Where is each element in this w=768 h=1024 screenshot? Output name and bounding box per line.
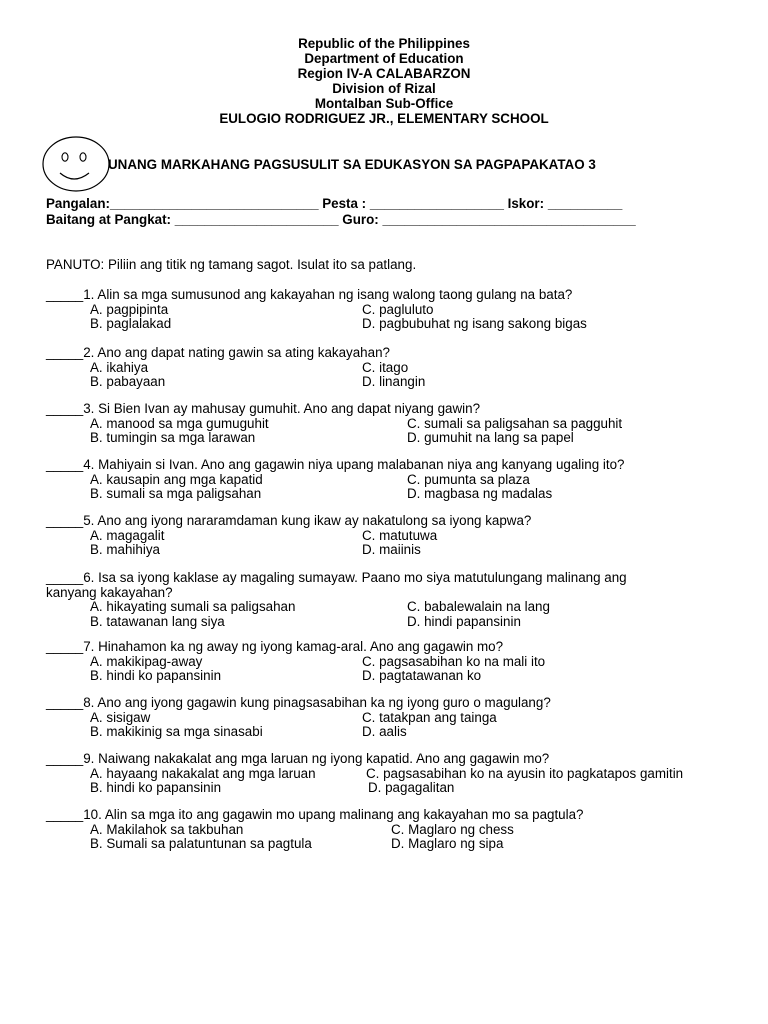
- choice-d: D. linangin: [362, 374, 426, 389]
- choice-a: A. ikahiya: [90, 359, 149, 375]
- question-stem[interactable]: _____8. Ano ang iyong gagawin kung pinagsasabihan ka ng iyong guro o magulang?: [46, 695, 551, 710]
- choice-a: A. makikipag-away: [90, 653, 203, 669]
- question-stem[interactable]: _____2. Ano ang dapat nating gawin sa ating kakayahan?: [46, 345, 390, 360]
- choice-b: B. mahihiya: [90, 542, 160, 557]
- exam-title: UNANG MARKAHANG PAGSUSULIT SA EDUKASYON SA PAGPAPAKATAO 3: [108, 157, 596, 172]
- choice-b: B. pabayaan: [90, 374, 166, 389]
- smiley-face-icon: [41, 135, 111, 193]
- choice-b: B. hindi ko papansinin: [90, 668, 222, 683]
- choice-c: C. Maglaro ng chess: [391, 821, 514, 837]
- question-stem[interactable]: _____10. Alin sa mga ito ang gagawin mo upang malinang ang kakayahan mo sa pagtula?: [46, 807, 584, 822]
- question-stem[interactable]: _____7. Hinahamon ka ng away ng iyong kamag-aral. Ano ang gagawin mo?: [46, 639, 504, 654]
- info-row-grade-teacher[interactable]: Baitang at Pangkat: ______________________ Guro: __________________________________: [46, 212, 636, 227]
- question-5: [46, 514, 531, 558]
- choice-c: C. sumali sa paligsahan sa pagguhit: [407, 415, 623, 431]
- question-6: [46, 571, 627, 629]
- choice-b: B. hindi ko papansinin: [90, 780, 222, 795]
- choice-b: B. tatawanan lang siya: [90, 613, 225, 629]
- choice-d: D. aalis: [362, 724, 407, 739]
- choices: [46, 301, 587, 332]
- choice-d: D. magbasa ng madalas: [407, 486, 553, 501]
- choice-a: A. hikayating sumali sa paligsahan: [90, 599, 296, 614]
- header-line-school: EULOGIO RODRIGUEZ JR., ELEMENTARY SCHOOL: [219, 111, 549, 126]
- choices: [46, 653, 546, 684]
- question-stem[interactable]: _____5. Ano ang iyong nararamdaman kung ikaw ay nakatulong sa iyong kapwa?: [46, 513, 532, 528]
- choice-b: B. Sumali sa palatuntunan sa pagtula: [90, 836, 312, 851]
- header-line-division: Division of Rizal: [332, 81, 436, 96]
- header-line-country: Republic of the Philippines: [298, 36, 470, 51]
- choice-c: C. pumunta sa plaza: [407, 471, 530, 487]
- choice-d: D. pagbubuhat ng isang sakong bigas: [362, 316, 587, 331]
- choices: [46, 415, 623, 446]
- question-4: [46, 458, 624, 502]
- question-7: [46, 639, 546, 684]
- choices: [46, 711, 551, 740]
- choice-d: D. pagtatawanan ko: [362, 668, 482, 683]
- choice-b: B. makikinig sa mga sinasabi: [90, 724, 263, 739]
- question-1: [46, 287, 587, 332]
- choice-a: A. magagalit: [90, 527, 165, 543]
- info-row-name-date-score[interactable]: Pangalan:____________________________ Pesta : __________________ Iskor: __________: [46, 196, 623, 211]
- choice-a: A. Makilahok sa takbuhan: [90, 821, 244, 837]
- choices: [46, 765, 684, 796]
- question-8: [46, 696, 551, 740]
- choice-d: D. gumuhit na lang sa papel: [407, 430, 574, 445]
- choice-c: C. tatakpan ang tainga: [362, 709, 497, 725]
- question-stem[interactable]: _____4. Mahiyain si Ivan. Ano ang gagawin niya upang malabanan niya ang kanyang ugaling ito?: [46, 457, 625, 472]
- choice-a: A. kausapin ang mga kapatid: [90, 471, 263, 487]
- choice-a: A. sisigaw: [90, 709, 151, 725]
- choice-d: D. hindi papansinin: [407, 613, 521, 629]
- instructions: PANUTO: Piliin ang titik ng tamang sagot. Isulat ito sa patlang.: [46, 257, 417, 272]
- choice-c: C. babalewalain na lang: [407, 599, 550, 614]
- document-header: [0, 36, 768, 126]
- choices: [46, 359, 426, 390]
- choice-a: A. hayaang nakakalat ang mga laruan: [90, 765, 316, 781]
- choice-c: C. matutuwa: [362, 527, 438, 543]
- choices: [46, 473, 624, 502]
- question-stem-continuation: kanyang kakayahan?: [46, 584, 173, 600]
- choice-b: B. paglalakad: [90, 316, 172, 331]
- choice-d: D. Maglaro ng sipa: [391, 836, 504, 851]
- question-2: [46, 345, 426, 390]
- question-stem[interactable]: _____3. Si Bien Ivan ay mahusay gumuhit. Ano ang dapat niyang gawin?: [46, 401, 481, 416]
- choice-b: B. sumali sa mga paligsahan: [90, 486, 262, 501]
- choice-a: A. manood sa mga gumuguhit: [90, 415, 269, 431]
- header-line-region: Region IV-A CALABARZON: [297, 66, 471, 81]
- header-line-suboffice: Montalban Sub-Office: [314, 96, 454, 111]
- question-stem[interactable]: _____9. Naiwang nakakalat ang mga laruan ng iyong kapatid. Ano ang gagawin mo?: [46, 751, 550, 766]
- question-9: [46, 751, 684, 796]
- choices: [46, 600, 627, 629]
- choice-d: D. pagagalitan: [368, 780, 455, 795]
- choice-d: D. maiinis: [362, 542, 421, 557]
- choice-c: C. itago: [362, 359, 409, 375]
- choice-c: C. pagsasabihan ko na ayusin ito pagkatapos gamitin: [366, 765, 684, 781]
- choice-a: A. pagpipinta: [90, 301, 169, 317]
- choices: [46, 823, 584, 852]
- choice-b: B. tumingin sa mga larawan: [90, 430, 256, 445]
- question-10: [46, 808, 584, 852]
- choices: [46, 529, 531, 558]
- question-3: [46, 401, 623, 446]
- question-stem[interactable]: _____6. Isa sa iyong kaklase ay magaling sumayaw. Paano mo siya matutulungang malinang ang: [46, 570, 627, 585]
- choice-c: C. pagsasabihan ko na mali ito: [362, 653, 546, 669]
- question-stem[interactable]: _____1. Alin sa mga sumusunod ang kakayahan ng isang walong taong gulang na bata?: [46, 287, 573, 302]
- choice-c: C. pagluluto: [362, 301, 434, 317]
- header-line-department: Department of Education: [304, 51, 464, 66]
